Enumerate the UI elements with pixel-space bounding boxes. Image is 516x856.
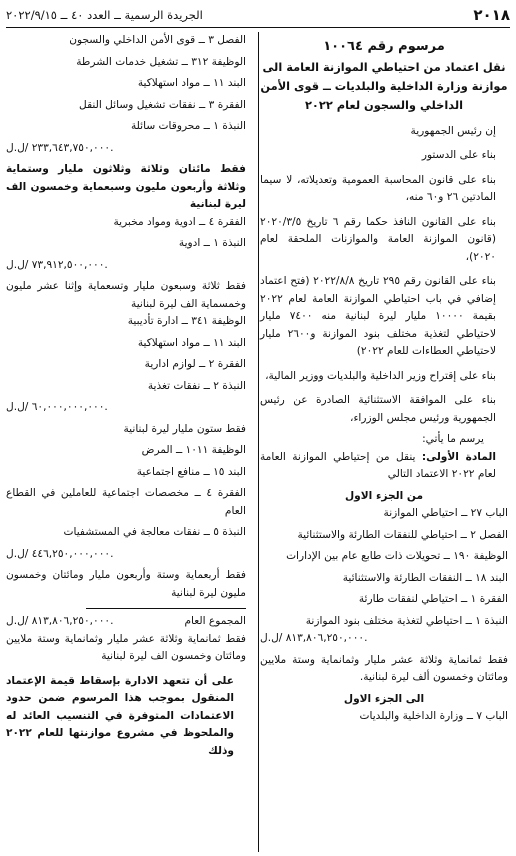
gazette-issue-line: الجريدة الرسمية ــ العدد ٤٠ ــ ٢٠٢٢/٩/١٥: [6, 8, 203, 22]
budget-line: البند ١١ ــ مواد استهلاكية: [137, 77, 246, 89]
opening-line: إن رئيس الجمهورية: [410, 124, 496, 137]
budget-line: الفقرة ٢ ــ لوازم ادارية: [144, 358, 246, 370]
amount-in-words: فقط ثلاثة وسبعون مليار وتسعماية وإثنا عشر مليون وخمسماية الف ليرة لبنانية: [6, 280, 246, 310]
budget-line: الفصل ٢ ــ احتياطي للنفقات الطارئة والاستثنائية: [297, 528, 508, 541]
budget-line: النبذة ١ ــ محروقات سائلة: [130, 120, 246, 132]
budget-line: النبذة ١ ــ احتياطي لتغذية مختلف بنود الموازنة: [305, 614, 508, 627]
budget-line: الباب ٧ ــ وزارة الداخلية والبلديات: [359, 710, 508, 722]
budget-line: الفقرة ٤ ــ ادوية ومواد مخبرية: [113, 215, 246, 228]
amount-value: ٢٣٣,٦٤٣,٧٥٠,٠٠٠ /ل.ل.: [6, 141, 114, 154]
part-heading-from: من الجزء الاول: [344, 489, 423, 502]
article-one: [260, 449, 508, 484]
amount-value: ٦٠,٠٠٠,٠٠٠,٠٠٠ /ل.ل.: [6, 401, 108, 413]
amount-value: ٤٤٦,٢٥٠,٠٠٠,٠٠٠ /ل.ل.: [6, 547, 114, 560]
page-header: [6, 4, 510, 26]
recital-law-295: بناء على القانون رقم ٢٩٥ تاريخ ٢٠٢٢/٨/٨ (فتح اعتماد إضافي في باب احتياطي الموازنة العامة لعام ٢٠٢٢ بقيمة ١٠٠٠٠ مليار ليرة لبنانية منه ٧٤٠٠ مليار لاحتياطي لتغذية مختلف بنود الموازنة و٢٦٠٠ مليار لاحتياطي العطاءات للعام ٢٠٢٢): [260, 275, 497, 357]
undertaking-paragraph: على أن تتعهد الادارة بإسقاط قيمة الإعتماد المنقول بموجب هذا المرسوم ضمن حدود الاعتمادات المتوفرة في التنسيب العائد له والملحوظ في مشروع موازنتها للعام ٢٠٢٢ وذلك: [6, 674, 234, 757]
budget-line: البند ١٨ ــ النفقات الطارئة والاستثنائية: [342, 571, 508, 584]
amount-in-words: فقط أربعماية وستة وأربعون مليار ومائتان وخمسون مليون ليرة لبنانية: [6, 569, 246, 599]
article-one-label: المادة الأولى:: [421, 450, 496, 463]
right-column: [260, 32, 508, 726]
amount-in-words: فقط ثمانماية وثلاثة عشر مليار وثمانماية وستة ملايين ومائتان وخمسون ألف ليرة لبنانية.: [260, 653, 508, 683]
budget-line: الفصل ٣ ــ قوى الأمن الداخلي والسجون: [69, 34, 246, 46]
budget-line: النبذة ٢ ــ نفقات تغذية: [147, 379, 246, 392]
amount-in-words: فقط مائتان وثلاثة وثلاثون مليار وستماية وثلاثة وأربعون مليون وسبعماية وخمسون الف ليرة لبنانية: [6, 163, 246, 210]
decree-subtitle: نقل اعتماد من احتياطي الموازنة العامة الى موازنة وزارة الداخلية والبلديات ــ قوى الأمن الداخلي والسجون لعام ٢٠٢٢: [260, 59, 508, 112]
grand-total-amount: ٨١٣,٨٠٦,٢٥٠,٠٠٠ /ل.ل.: [6, 615, 114, 627]
budget-line: الوظيفة ٣١٢ ــ تشغيل خدمات الشرطة: [76, 55, 246, 68]
recital-proposal: بناء على إقتراح وزير الداخلية والبلديات ووزير المالية،: [265, 369, 496, 382]
budget-line: الوظيفة ٣٤١ ــ ادارة تأديبية: [127, 315, 246, 327]
recital-budget-law-2020: بناء على القانون النافذ حكما رقم ٦ تاريخ ٢٠٢٠/٣/٥ (قانون الموازنة العامة والموازنات الملحقة لعام ٢٠٢٠)،: [260, 215, 496, 263]
budget-line: النبذة ٥ ــ نفقات معالجة في المستشفيات: [63, 526, 246, 538]
budget-line: الوظيفة ١٠١١ ــ المرض: [141, 444, 246, 456]
amount-value: ٨١٣,٨٠٦,٢٥٠,٠٠٠ /ل.ل.: [260, 632, 368, 644]
grand-total-in-words: فقط ثمانماية وثلاثة عشر مليار وثمانماية وستة ملايين ومائتان وخمسون الف ليرة لبنانية: [6, 632, 246, 662]
decrees-line: يرسم ما يأتي:: [422, 433, 484, 445]
grand-total-label: المجموع العام: [184, 615, 246, 627]
header-rule: [6, 27, 510, 28]
total-rule: [86, 608, 246, 609]
budget-line: الفقرة ٤ ــ مخصصات اجتماعية للعاملين في القطاع العام: [6, 487, 246, 517]
left-column: [6, 32, 246, 760]
part-heading-to: الى الجزء الاول: [343, 692, 425, 705]
budget-line: البند ١٥ ــ منافع اجتماعية: [136, 465, 246, 478]
budget-line: الباب ٢٧ ــ احتياطي الموازنة: [383, 507, 508, 519]
recital-accounting-law: بناء على قانون المحاسبة العمومية وتعديلاته، لا سيما المادتين ٢٦ و٦٠ منه،: [260, 173, 496, 203]
column-divider: [258, 32, 259, 852]
decree-title: مرسوم رقم ١٠٠٦٤: [323, 39, 445, 54]
recital-constitution: بناء على الدستور: [421, 149, 496, 161]
page-number: ٢٠١٨: [473, 6, 510, 24]
amount-value: ٧٣,٩١٢,٥٠٠,٠٠٠ /ل.ل.: [6, 258, 108, 271]
budget-line: الفقرة ٣ ــ نفقات تشغيل وسائل النقل: [79, 98, 246, 111]
budget-line: الوظيفة ١٩٠ ــ تحويلات ذات طابع عام بين الإدارات: [286, 550, 508, 562]
budget-line: النبذة ١ ــ ادوية: [178, 237, 246, 249]
amount-in-words: فقط ستون مليار ليرة لبنانية: [123, 422, 246, 435]
grand-total-row: [6, 613, 246, 631]
article-one-text: ينقل من إحتياطي الموازنة العامة لعام ٢٠٢٢ الاعتماد التالي: [260, 450, 496, 480]
budget-line: الفقرة ١ ــ احتياطي لنفقات طارئة: [358, 593, 508, 605]
recital-approval: بناء على الموافقة الاستثنائية الصادرة عن رئيس الجمهورية ورئيس مجلس الوزراء،: [260, 394, 496, 424]
budget-line: البند ١١ ــ مواد استهلاكية: [137, 336, 246, 349]
